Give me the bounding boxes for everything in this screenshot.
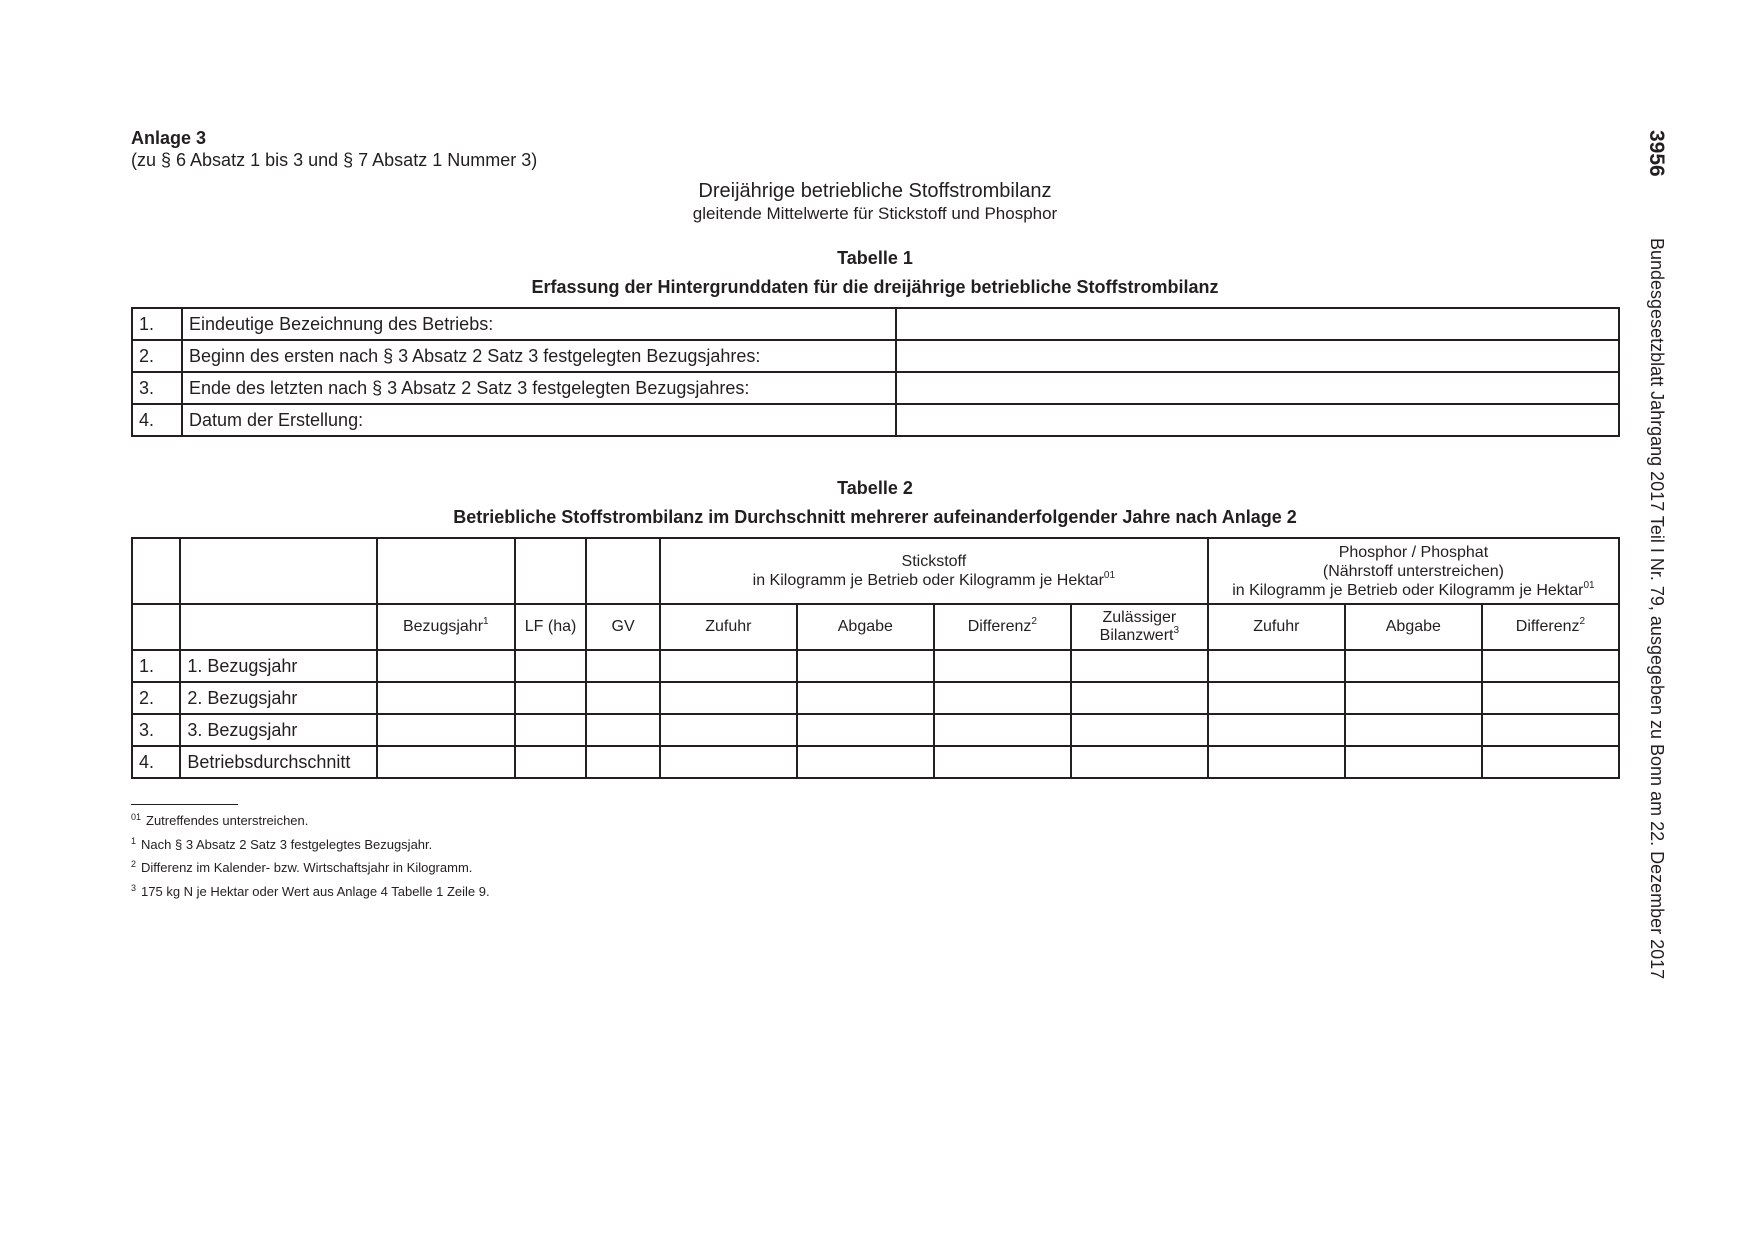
table-row: [132, 308, 1619, 340]
row-label: Datum der Erstellung:: [182, 404, 896, 436]
data-cell[interactable]: [934, 714, 1071, 746]
row-label: Beginn des ersten nach § 3 Absatz 2 Satz 3 festgelegten Bezugsjahres:: [182, 340, 896, 372]
table-row: [132, 682, 1619, 714]
footnote-ref: 2: [1031, 616, 1037, 627]
table2-caption: Betriebliche Stoffstrombilanz im Durchschnitt mehrerer aufeinanderfolgender Jahre nach Anlage 2: [453, 507, 1297, 527]
data-cell[interactable]: [515, 650, 587, 682]
data-cell[interactable]: [1482, 682, 1619, 714]
row-number: 1.: [132, 650, 180, 682]
column-header-gv: GV: [586, 604, 660, 650]
data-cell[interactable]: [1071, 682, 1208, 714]
footnote-mark: 1: [131, 835, 137, 846]
column-header-label: Zulässiger: [1102, 609, 1177, 626]
data-cell[interactable]: [934, 650, 1071, 682]
phosphor-header-line3: in Kilogramm je Betrieb oder Kilogramm je Hektar: [1232, 581, 1584, 599]
data-cell[interactable]: [1345, 746, 1482, 778]
page-number: 3956: [1645, 130, 1668, 177]
row-label: 2. Bezugsjahr: [180, 682, 376, 714]
row-label: Betriebsdurchschnitt: [180, 746, 376, 778]
footnote-ref: 01: [1583, 579, 1595, 591]
data-cell[interactable]: [1345, 682, 1482, 714]
table1-caption: Erfassung der Hintergrunddaten für die dreijährige betriebliche Stoffstrombilanz: [531, 277, 1219, 297]
footnote-text: Nach § 3 Absatz 2 Satz 3 festgelegtes Bezugsjahr.: [141, 836, 433, 852]
table2: [131, 537, 1620, 779]
data-cell[interactable]: [797, 682, 934, 714]
footnote-divider: [131, 804, 238, 805]
data-cell[interactable]: [1208, 714, 1345, 746]
data-cell[interactable]: [1208, 682, 1345, 714]
empty-header-cell: [180, 604, 376, 650]
table2-number: Tabelle 2: [837, 478, 913, 498]
document-subtitle: gleitende Mittelwerte für Stickstoff und Phosphor: [692, 204, 1058, 223]
data-cell[interactable]: [660, 746, 797, 778]
table-row: [132, 746, 1619, 778]
row-value-cell[interactable]: [896, 404, 1619, 436]
column-header-n-differenz: [934, 604, 1071, 650]
data-cell[interactable]: [660, 650, 797, 682]
footnotes: [131, 812, 490, 906]
table-row: [132, 714, 1619, 746]
data-cell[interactable]: [934, 682, 1071, 714]
column-header-bezugsjahr: [377, 604, 515, 650]
column-header-label: Differenz: [967, 618, 1032, 635]
row-number: 4.: [132, 746, 180, 778]
data-cell[interactable]: [1071, 650, 1208, 682]
row-value-cell[interactable]: [896, 372, 1619, 404]
table-row: [132, 340, 1619, 372]
row-value-cell[interactable]: [896, 340, 1619, 372]
footnote-ref: 01: [1103, 570, 1116, 581]
table1-number: Tabelle 1: [837, 248, 913, 268]
table-header-row: [132, 538, 1619, 604]
column-header-lf: LF (ha): [515, 604, 587, 650]
footnote-text: Differenz im Kalender- bzw. Wirtschaftsjahr in Kilogramm.: [141, 860, 473, 875]
nitrogen-header-line1: Stickstoff: [901, 553, 967, 570]
phosphor-header-line1: Phosphor / Phosphat: [1338, 543, 1489, 561]
running-head: Bundesgesetzblatt Jahrgang 2017 Teil I Nr. 79, ausgegeben zu Bonn am 22. Dezember 2017: [1647, 238, 1667, 980]
row-label: 1. Bezugsjahr: [180, 650, 376, 682]
data-cell[interactable]: [1345, 650, 1482, 682]
nitrogen-group-header: [660, 538, 1208, 604]
empty-header-cell: [132, 538, 180, 604]
data-cell[interactable]: [1482, 746, 1619, 778]
footnote-item: [131, 812, 490, 836]
side-header: [1640, 130, 1680, 1030]
row-number: 3.: [132, 372, 182, 404]
empty-header-cell: [586, 538, 660, 604]
footnote-item: [131, 836, 490, 860]
phosphor-group-header: [1208, 538, 1619, 604]
anlage-title: Anlage 3: [131, 128, 207, 148]
empty-header-cell: [377, 538, 515, 604]
column-header-n-zufuhr: Zufuhr: [660, 604, 797, 650]
row-label: Ende des letzten nach § 3 Absatz 2 Satz 3 festgelegten Bezugsjahres:: [182, 372, 896, 404]
column-header-n-abgabe: Abgabe: [797, 604, 934, 650]
table-row: [132, 372, 1619, 404]
row-label: 3. Bezugsjahr: [180, 714, 376, 746]
data-cell[interactable]: [660, 682, 797, 714]
data-cell[interactable]: [797, 746, 934, 778]
table1: [131, 307, 1620, 437]
footnote-mark: 3: [131, 882, 137, 893]
data-cell[interactable]: [797, 650, 934, 682]
data-cell[interactable]: [515, 682, 587, 714]
column-header-label: Bezugsjahr: [402, 618, 484, 635]
column-header-label: Bilanzwert: [1099, 627, 1174, 644]
nitrogen-header-line2: in Kilogramm je Betrieb oder Kilogramm je Hektar: [752, 572, 1104, 589]
data-cell[interactable]: [515, 714, 587, 746]
column-header-n-zulaessig: [1071, 604, 1208, 650]
data-cell[interactable]: [1482, 650, 1619, 682]
footnote-item: [131, 859, 490, 883]
data-cell[interactable]: [377, 746, 515, 778]
footnote-item: [131, 883, 490, 907]
data-cell[interactable]: [1071, 714, 1208, 746]
data-cell[interactable]: [586, 714, 660, 746]
row-number: 2.: [132, 682, 180, 714]
phosphor-header-line2: (Nährstoff unterstreichen): [1322, 562, 1504, 580]
column-header-p-abgabe: Abgabe: [1345, 604, 1482, 650]
column-header-p-zufuhr: Zufuhr: [1208, 604, 1345, 650]
empty-header-cell: [132, 604, 180, 650]
table-row: [132, 650, 1619, 682]
data-cell[interactable]: [515, 746, 587, 778]
footnote-mark: 01: [131, 812, 142, 822]
anlage-reference: (zu § 6 Absatz 1 bis 3 und § 7 Absatz 1 Nummer 3): [131, 150, 538, 170]
data-cell[interactable]: [660, 714, 797, 746]
data-cell[interactable]: [1071, 746, 1208, 778]
footnote-ref: 1: [483, 616, 489, 627]
data-cell[interactable]: [377, 682, 515, 714]
data-cell[interactable]: [586, 682, 660, 714]
row-number: 1.: [132, 308, 182, 340]
data-cell[interactable]: [797, 714, 934, 746]
row-label: Eindeutige Bezeichnung des Betriebs:: [182, 308, 896, 340]
footnote-ref: 3: [1173, 625, 1180, 636]
data-cell[interactable]: [586, 650, 660, 682]
table-header-row: [132, 604, 1619, 650]
row-number: 4.: [132, 404, 182, 436]
data-cell[interactable]: [1208, 746, 1345, 778]
footnote-text: Zutreffendes unterstreichen.: [146, 813, 309, 828]
row-value-cell[interactable]: [896, 308, 1619, 340]
footnote-ref: 2: [1579, 616, 1586, 627]
row-number: 2.: [132, 340, 182, 372]
data-cell[interactable]: [934, 746, 1071, 778]
footnote-mark: 2: [131, 859, 137, 869]
document-title: Dreijährige betriebliche Stoffstrombilanz: [698, 180, 1052, 202]
data-cell[interactable]: [377, 650, 515, 682]
column-header-label: Differenz: [1515, 618, 1580, 635]
table-row: [132, 404, 1619, 436]
data-cell[interactable]: [586, 746, 660, 778]
data-cell[interactable]: [377, 714, 515, 746]
row-number: 3.: [132, 714, 180, 746]
empty-header-cell: [180, 538, 376, 604]
data-cell[interactable]: [1208, 650, 1345, 682]
column-header-p-differenz: [1482, 604, 1619, 650]
data-cell[interactable]: [1345, 714, 1482, 746]
empty-header-cell: [515, 538, 587, 604]
footnote-text: 175 kg N je Hektar oder Wert aus Anlage 4 Tabelle 1 Zeile 9.: [141, 883, 490, 899]
data-cell[interactable]: [1482, 714, 1619, 746]
